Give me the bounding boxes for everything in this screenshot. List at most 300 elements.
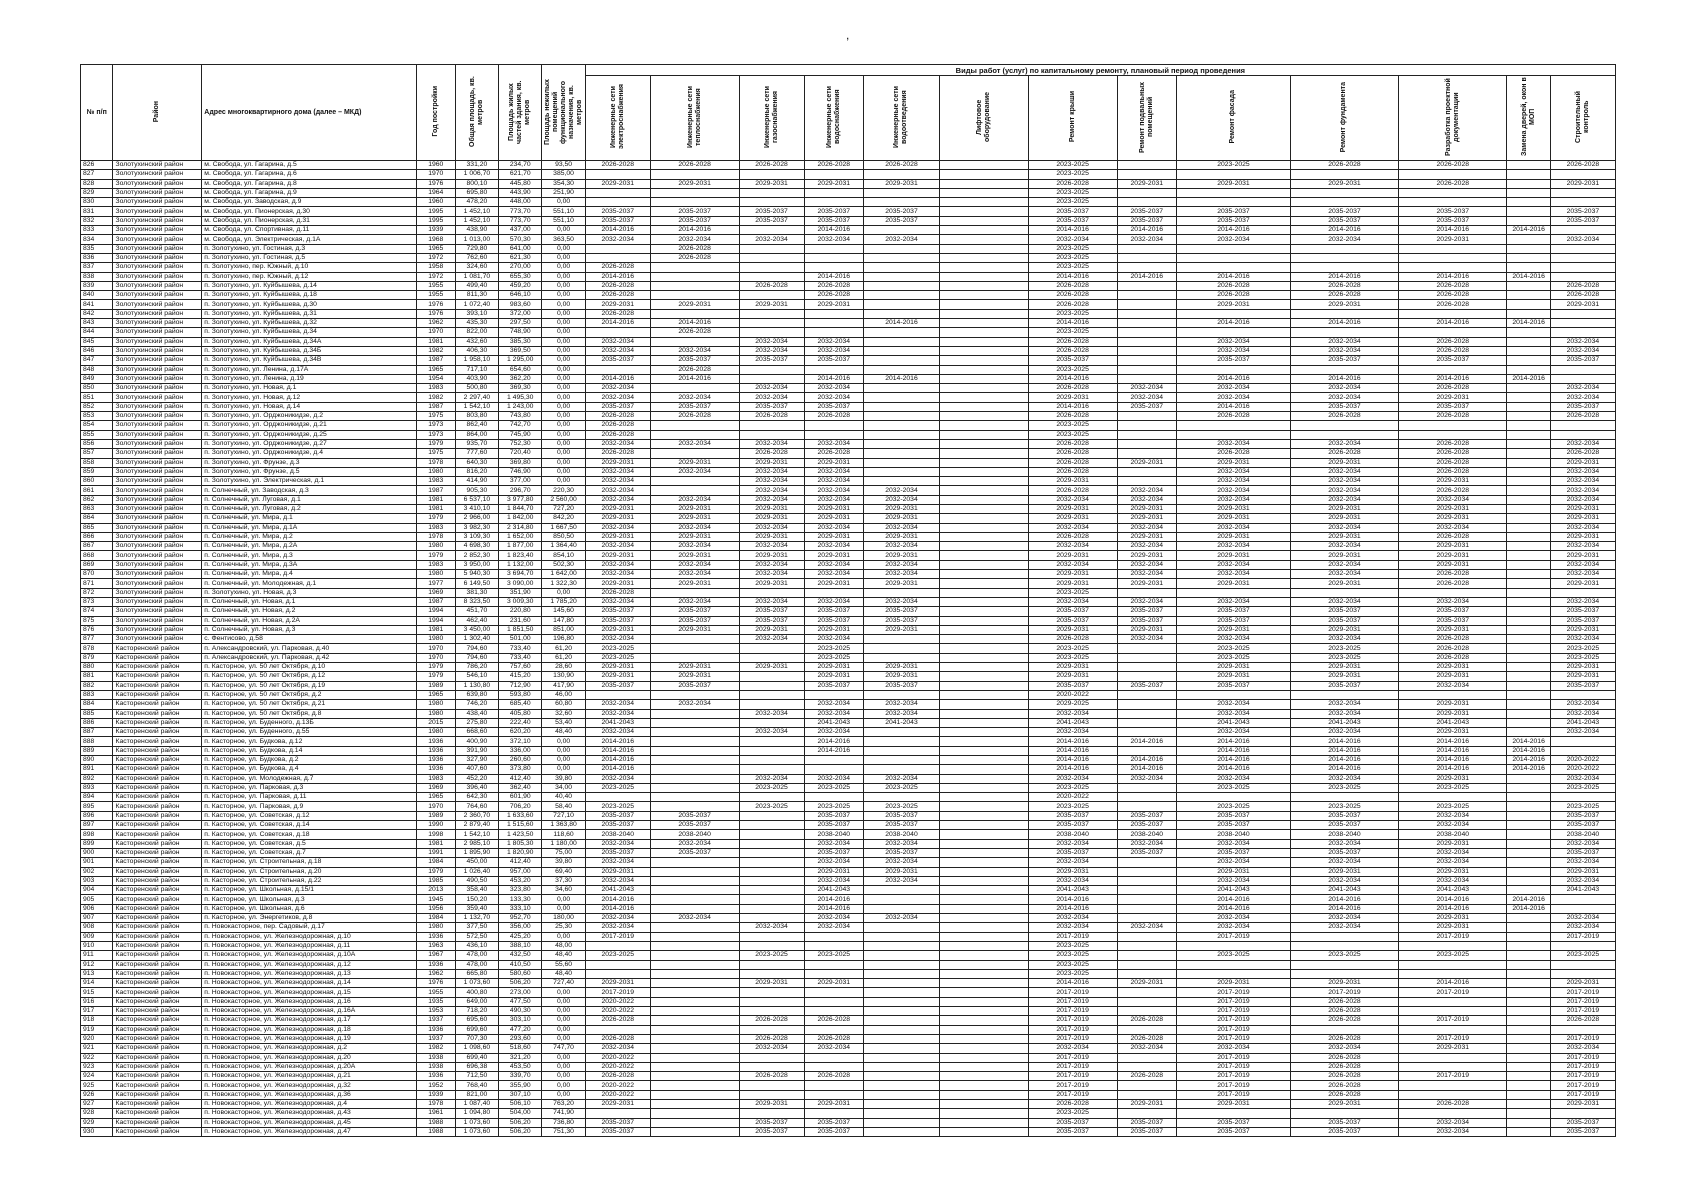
period-cell bbox=[1507, 979, 1550, 988]
address-cell: п. Новокасторное, ул. Железнодорожная, д.45 bbox=[202, 1118, 416, 1127]
living-area-cell: 477,20 bbox=[499, 1025, 542, 1034]
address-cell: п. Касторное, ул. Советская, д.14 bbox=[202, 821, 416, 830]
period-cell: 2029-2031 bbox=[1177, 514, 1291, 523]
district-cell: Золотухинский район bbox=[113, 616, 202, 625]
period-cell: 2014-2016 bbox=[1177, 756, 1291, 765]
living-area-cell: 621,30 bbox=[499, 253, 542, 262]
period-cell bbox=[1507, 960, 1550, 969]
total-area-cell: 6 537,10 bbox=[455, 495, 498, 504]
num-cell: 884 bbox=[81, 700, 113, 709]
period-cell: 2014-2016 bbox=[1399, 904, 1507, 913]
period-cell: 2026-2028 bbox=[1399, 635, 1507, 644]
address-cell: п. Новокасторное, ул. Железнодорожная, д.36 bbox=[202, 1090, 416, 1099]
period-cell bbox=[864, 1044, 940, 1053]
num-cell: 905 bbox=[81, 895, 113, 904]
period-cell: 2029-2031 bbox=[804, 179, 864, 188]
period-cell bbox=[1399, 430, 1507, 439]
period-cell bbox=[939, 988, 1028, 997]
period-cell: 2014-2016 bbox=[1507, 319, 1550, 328]
period-cell bbox=[1117, 188, 1177, 197]
period-cell: 2017-2019 bbox=[1028, 932, 1117, 941]
period-cell bbox=[1507, 188, 1550, 197]
address-cell: п. Золотухино, ул. Куйбышева, д.34А bbox=[202, 337, 416, 346]
period-cell bbox=[1117, 951, 1177, 960]
period-cell: 2026-2028 bbox=[1550, 412, 1615, 421]
period-cell: 2014-2016 bbox=[1399, 272, 1507, 281]
period-cell bbox=[1290, 328, 1398, 337]
table-row bbox=[81, 439, 1616, 448]
total-area-cell: 811,30 bbox=[455, 291, 498, 300]
district-cell: Касторенский район bbox=[113, 1034, 202, 1043]
period-cell: 2014-2016 bbox=[1028, 737, 1117, 746]
total-area-cell: 478,00 bbox=[455, 960, 498, 969]
living-area-cell: 333,10 bbox=[499, 904, 542, 913]
period-cell: 2026-2028 bbox=[1028, 281, 1117, 290]
year-cell: 1998 bbox=[416, 830, 455, 839]
period-cell: 2032-2034 bbox=[1177, 495, 1291, 504]
table-row bbox=[81, 811, 1616, 820]
period-cell: 2032-2034 bbox=[804, 914, 864, 923]
period-cell: 2035-2037 bbox=[1028, 681, 1117, 690]
period-cell: 2035-2037 bbox=[804, 821, 864, 830]
period-cell bbox=[1550, 737, 1615, 746]
total-area-cell: 450,00 bbox=[455, 858, 498, 867]
total-area-cell: 3 109,30 bbox=[455, 532, 498, 541]
period-cell: 2032-2034 bbox=[1177, 876, 1291, 885]
period-cell: 2032-2034 bbox=[739, 235, 804, 244]
period-cell: 2032-2034 bbox=[1399, 681, 1507, 690]
year-cell: 1960 bbox=[416, 161, 455, 170]
period-cell: 2023-2025 bbox=[1177, 802, 1291, 811]
period-cell: 2029-2031 bbox=[1177, 504, 1291, 513]
living-area-cell: 757,60 bbox=[499, 663, 542, 672]
period-cell bbox=[864, 263, 940, 272]
living-area-cell: 1 805,30 bbox=[499, 839, 542, 848]
district-cell: Касторенский район bbox=[113, 681, 202, 690]
nonliving-area-cell: 1 667,50 bbox=[542, 523, 585, 532]
nonliving-area-cell: 0,00 bbox=[542, 1016, 585, 1025]
total-area-cell: 2 879,40 bbox=[455, 821, 498, 830]
period-cell: 2029-2031 bbox=[864, 625, 940, 634]
period-cell bbox=[939, 412, 1028, 421]
period-cell: 2035-2037 bbox=[1550, 681, 1615, 690]
period-cell: 2032-2034 bbox=[585, 393, 650, 402]
period-cell bbox=[939, 895, 1028, 904]
living-area-cell: 1 823,40 bbox=[499, 551, 542, 560]
num-cell: 887 bbox=[81, 728, 113, 737]
period-cell: 2029-2031 bbox=[1117, 979, 1177, 988]
num-cell: 829 bbox=[81, 188, 113, 197]
nonliving-area-cell: 736,80 bbox=[542, 1118, 585, 1127]
table-row bbox=[81, 607, 1616, 616]
address-cell: п. Касторное, ул. Молодежная, д.7 bbox=[202, 774, 416, 783]
period-cell: 2032-2034 bbox=[1550, 439, 1615, 448]
period-cell: 2035-2037 bbox=[1399, 207, 1507, 216]
nonliving-area-cell: 502,30 bbox=[542, 560, 585, 569]
living-area-cell: 641,00 bbox=[499, 244, 542, 253]
period-cell bbox=[585, 170, 650, 179]
num-cell: 831 bbox=[81, 207, 113, 216]
period-cell: 2029-2031 bbox=[1177, 179, 1291, 188]
period-cell: 2035-2037 bbox=[864, 848, 940, 857]
period-cell bbox=[804, 997, 864, 1006]
table-row bbox=[81, 895, 1616, 904]
nonliving-area-cell: 727,40 bbox=[542, 979, 585, 988]
period-cell bbox=[1117, 291, 1177, 300]
period-cell bbox=[1399, 588, 1507, 597]
period-cell: 2032-2034 bbox=[1117, 774, 1177, 783]
table-row bbox=[81, 542, 1616, 551]
num-cell: 880 bbox=[81, 663, 113, 672]
period-cell bbox=[650, 309, 739, 318]
living-area-cell: 593,80 bbox=[499, 690, 542, 699]
district-cell: Касторенский район bbox=[113, 969, 202, 978]
nonliving-area-cell: 2 560,00 bbox=[542, 495, 585, 504]
period-cell bbox=[1507, 709, 1550, 718]
period-cell: 2032-2034 bbox=[1290, 235, 1398, 244]
num-cell: 906 bbox=[81, 904, 113, 913]
total-area-cell: 452,20 bbox=[455, 774, 498, 783]
year-cell: 1984 bbox=[416, 914, 455, 923]
period-cell bbox=[650, 1109, 739, 1118]
living-area-cell: 234,70 bbox=[499, 161, 542, 170]
year-cell: 1968 bbox=[416, 235, 455, 244]
period-cell: 2032-2034 bbox=[1550, 542, 1615, 551]
num-cell: 910 bbox=[81, 941, 113, 950]
total-area-cell: 1 073,60 bbox=[455, 1118, 498, 1127]
period-cell: 2032-2034 bbox=[1550, 235, 1615, 244]
period-cell: 2029-2031 bbox=[1028, 579, 1117, 588]
address-cell: п. Золотухино, ул. Куйбышева, д.31 bbox=[202, 309, 416, 318]
period-cell: 2035-2037 bbox=[650, 848, 739, 857]
period-cell: 2035-2037 bbox=[1399, 607, 1507, 616]
period-cell: 2032-2034 bbox=[585, 635, 650, 644]
period-cell: 2032-2034 bbox=[1399, 811, 1507, 820]
total-area-cell: 862,40 bbox=[455, 421, 498, 430]
living-area-cell: 1 820,90 bbox=[499, 848, 542, 857]
period-cell: 2029-2031 bbox=[864, 579, 940, 588]
living-area-cell: 231,60 bbox=[499, 616, 542, 625]
period-cell: 2032-2034 bbox=[1290, 570, 1398, 579]
nonliving-area-cell: 741,90 bbox=[542, 1109, 585, 1118]
living-area-cell: 506,20 bbox=[499, 979, 542, 988]
period-cell: 2032-2034 bbox=[804, 542, 864, 551]
living-area-cell: 685,40 bbox=[499, 700, 542, 709]
period-cell: 2041-2043 bbox=[1399, 886, 1507, 895]
period-cell: 2017-2019 bbox=[1550, 997, 1615, 1006]
period-cell bbox=[585, 188, 650, 197]
nonliving-area-cell: 0,00 bbox=[542, 412, 585, 421]
period-cell: 2032-2034 bbox=[804, 393, 864, 402]
period-cell: 2026-2028 bbox=[804, 281, 864, 290]
period-cell bbox=[1550, 272, 1615, 281]
period-cell bbox=[939, 709, 1028, 718]
period-cell bbox=[1507, 1127, 1550, 1136]
address-cell: м. Свобода, ул. Гагарина, д.9 bbox=[202, 188, 416, 197]
period-cell: 2035-2037 bbox=[585, 681, 650, 690]
period-cell: 2029-2031 bbox=[1290, 1099, 1398, 1108]
year-cell: 1964 bbox=[416, 188, 455, 197]
period-cell: 2032-2034 bbox=[804, 486, 864, 495]
period-cell: 2029-2031 bbox=[1399, 235, 1507, 244]
address-cell: п. Касторное, ул. 50 лет Октября, д.10 bbox=[202, 663, 416, 672]
period-cell bbox=[1550, 188, 1615, 197]
period-cell bbox=[1550, 253, 1615, 262]
period-cell: 2038-2040 bbox=[1028, 830, 1117, 839]
period-cell: 2029-2031 bbox=[1399, 504, 1507, 513]
num-cell: 926 bbox=[81, 1090, 113, 1099]
district-cell: Золотухинский район bbox=[113, 384, 202, 393]
nonliving-area-cell: 0,00 bbox=[542, 1034, 585, 1043]
table-row bbox=[81, 746, 1616, 755]
period-cell: 2026-2028 bbox=[1399, 467, 1507, 476]
district-cell: Золотухинский район bbox=[113, 319, 202, 328]
period-cell: 2032-2034 bbox=[1290, 700, 1398, 709]
period-cell: 2035-2037 bbox=[1117, 848, 1177, 857]
period-cell: 2026-2028 bbox=[739, 1034, 804, 1043]
period-cell: 2026-2028 bbox=[1399, 532, 1507, 541]
period-cell bbox=[1117, 690, 1177, 699]
nonliving-area-cell: 851,00 bbox=[542, 625, 585, 634]
period-cell bbox=[650, 477, 739, 486]
period-cell: 2026-2028 bbox=[1290, 1090, 1398, 1099]
period-cell: 2038-2040 bbox=[1177, 830, 1291, 839]
period-cell bbox=[939, 1034, 1028, 1043]
period-cell: 2032-2034 bbox=[864, 523, 940, 532]
period-cell: 2026-2028 bbox=[1399, 644, 1507, 653]
table-row bbox=[81, 941, 1616, 950]
period-cell bbox=[1507, 867, 1550, 876]
period-cell: 2035-2037 bbox=[1550, 216, 1615, 225]
period-cell: 2032-2034 bbox=[864, 709, 940, 718]
period-cell: 2032-2034 bbox=[1117, 495, 1177, 504]
period-cell: 2035-2037 bbox=[1550, 402, 1615, 411]
address-cell: п. Золотухино, ул. Орджоникидзе, д.21 bbox=[202, 421, 416, 430]
period-cell: 2032-2034 bbox=[1177, 542, 1291, 551]
period-cell: 2032-2034 bbox=[1028, 923, 1117, 932]
district-cell: Золотухинский район bbox=[113, 412, 202, 421]
period-cell bbox=[1507, 821, 1550, 830]
period-cell: 2026-2028 bbox=[1290, 291, 1398, 300]
period-cell: 2026-2028 bbox=[864, 161, 940, 170]
period-cell bbox=[1117, 969, 1177, 978]
period-cell: 2032-2034 bbox=[1399, 495, 1507, 504]
period-cell: 2032-2034 bbox=[804, 858, 864, 867]
period-cell: 2029-2031 bbox=[1399, 514, 1507, 523]
period-cell: 2023-2025 bbox=[1028, 960, 1117, 969]
period-cell: 2026-2028 bbox=[1290, 1053, 1398, 1062]
living-area-cell: 743,80 bbox=[499, 412, 542, 421]
period-cell: 2014-2016 bbox=[585, 374, 650, 383]
living-area-cell: 1 495,30 bbox=[499, 393, 542, 402]
period-cell: 2026-2028 bbox=[739, 1072, 804, 1081]
period-cell: 2029-2031 bbox=[1550, 504, 1615, 513]
period-cell: 2035-2037 bbox=[804, 607, 864, 616]
address-cell: п. Касторное, ул. Школьная, д.6 bbox=[202, 904, 416, 913]
period-cell: 2023-2025 bbox=[1028, 969, 1117, 978]
period-cell: 2035-2037 bbox=[650, 402, 739, 411]
period-cell bbox=[1117, 467, 1177, 476]
period-cell: 2035-2037 bbox=[1177, 848, 1291, 857]
num-cell: 917 bbox=[81, 1007, 113, 1016]
period-cell: 2032-2034 bbox=[864, 560, 940, 569]
year-cell: 1973 bbox=[416, 421, 455, 430]
period-cell bbox=[1117, 914, 1177, 923]
period-cell: 2032-2034 bbox=[650, 467, 739, 476]
period-cell bbox=[1290, 588, 1398, 597]
year-cell: 1945 bbox=[416, 895, 455, 904]
period-cell bbox=[804, 1025, 864, 1034]
period-cell bbox=[1117, 588, 1177, 597]
period-cell: 2041-2043 bbox=[1177, 718, 1291, 727]
period-cell bbox=[804, 328, 864, 337]
period-cell: 2038-2040 bbox=[804, 830, 864, 839]
living-area-cell: 453,50 bbox=[499, 1062, 542, 1071]
period-cell: 2041-2043 bbox=[1399, 718, 1507, 727]
total-area-cell: 1 094,80 bbox=[455, 1109, 498, 1118]
period-cell: 2032-2034 bbox=[650, 235, 739, 244]
period-cell bbox=[585, 941, 650, 950]
period-cell: 2038-2040 bbox=[1399, 830, 1507, 839]
period-cell bbox=[864, 904, 940, 913]
district-cell: Золотухинский район bbox=[113, 439, 202, 448]
period-cell: 2029-2031 bbox=[1550, 1099, 1615, 1108]
period-cell: 2032-2034 bbox=[804, 728, 864, 737]
period-cell bbox=[650, 1118, 739, 1127]
total-area-cell: 768,40 bbox=[455, 1081, 498, 1090]
num-cell: 891 bbox=[81, 765, 113, 774]
period-cell: 2029-2031 bbox=[864, 514, 940, 523]
period-cell: 2032-2034 bbox=[1177, 858, 1291, 867]
period-cell: 2020-2022 bbox=[1028, 793, 1117, 802]
total-area-cell: 699,40 bbox=[455, 1053, 498, 1062]
period-cell: 2014-2016 bbox=[1290, 746, 1398, 755]
total-area-cell: 406,30 bbox=[455, 346, 498, 355]
period-cell bbox=[1507, 839, 1550, 848]
period-cell: 2035-2037 bbox=[739, 1118, 804, 1127]
period-cell: 2035-2037 bbox=[1117, 616, 1177, 625]
period-cell: 2026-2028 bbox=[585, 291, 650, 300]
col-work: Ремонт крыши bbox=[1028, 76, 1117, 161]
num-cell: 894 bbox=[81, 793, 113, 802]
district-cell: Касторенский район bbox=[113, 914, 202, 923]
address-cell: п. Золотухино, ул. Куйбышева, д.14 bbox=[202, 281, 416, 290]
year-cell: 1981 bbox=[416, 839, 455, 848]
period-cell: 2032-2034 bbox=[1290, 923, 1398, 932]
total-area-cell: 668,60 bbox=[455, 728, 498, 737]
period-cell bbox=[650, 858, 739, 867]
period-cell bbox=[1507, 644, 1550, 653]
period-cell: 2032-2034 bbox=[1117, 393, 1177, 402]
district-cell: Золотухинский район bbox=[113, 504, 202, 513]
period-cell bbox=[1399, 1007, 1507, 1016]
period-cell: 2017-2019 bbox=[1550, 1007, 1615, 1016]
period-cell bbox=[1507, 161, 1550, 170]
table-row bbox=[81, 235, 1616, 244]
year-cell: 1975 bbox=[416, 412, 455, 421]
period-cell bbox=[1117, 346, 1177, 355]
period-cell: 2023-2025 bbox=[1550, 653, 1615, 662]
period-cell bbox=[1117, 728, 1177, 737]
period-cell: 2032-2034 bbox=[585, 858, 650, 867]
period-cell: 2026-2028 bbox=[1117, 1034, 1177, 1043]
period-cell bbox=[1507, 328, 1550, 337]
num-cell: 920 bbox=[81, 1034, 113, 1043]
period-cell: 2023-2025 bbox=[1028, 365, 1117, 374]
period-cell: 2017-2019 bbox=[1399, 1034, 1507, 1043]
district-cell: Касторенский район bbox=[113, 1007, 202, 1016]
total-area-cell: 331,20 bbox=[455, 161, 498, 170]
period-cell: 2026-2028 bbox=[650, 412, 739, 421]
nonliving-area-cell: 53,40 bbox=[542, 718, 585, 727]
year-cell: 1962 bbox=[416, 319, 455, 328]
num-cell: 899 bbox=[81, 839, 113, 848]
period-cell: 2014-2016 bbox=[585, 272, 650, 281]
num-cell: 925 bbox=[81, 1081, 113, 1090]
year-cell: 1989 bbox=[416, 811, 455, 820]
period-cell bbox=[1507, 1081, 1550, 1090]
table-row bbox=[81, 179, 1616, 188]
address-cell: п. Касторное, ул. Советская, д.7 bbox=[202, 848, 416, 857]
period-cell: 2026-2028 bbox=[1177, 412, 1291, 421]
total-area-cell: 438,40 bbox=[455, 709, 498, 718]
nonliving-area-cell: 0,00 bbox=[542, 421, 585, 430]
period-cell bbox=[939, 718, 1028, 727]
table-row bbox=[81, 309, 1616, 318]
num-cell: 904 bbox=[81, 886, 113, 895]
table-row bbox=[81, 449, 1616, 458]
living-area-cell: 445,80 bbox=[499, 179, 542, 188]
period-cell bbox=[1507, 886, 1550, 895]
period-cell: 2032-2034 bbox=[585, 728, 650, 737]
table-row bbox=[81, 412, 1616, 421]
district-cell: Золотухинский район bbox=[113, 216, 202, 225]
period-cell: 2026-2028 bbox=[1028, 384, 1117, 393]
num-cell: 863 bbox=[81, 504, 113, 513]
period-cell bbox=[1290, 309, 1398, 318]
period-cell bbox=[739, 644, 804, 653]
period-cell: 2023-2025 bbox=[1028, 802, 1117, 811]
period-cell bbox=[1507, 1044, 1550, 1053]
period-cell: 2026-2028 bbox=[1290, 1007, 1398, 1016]
period-cell: 2032-2034 bbox=[1550, 914, 1615, 923]
num-cell: 915 bbox=[81, 988, 113, 997]
living-area-cell: 720,40 bbox=[499, 449, 542, 458]
year-cell: 1970 bbox=[416, 644, 455, 653]
total-area-cell: 1 026,40 bbox=[455, 867, 498, 876]
period-cell: 2014-2016 bbox=[1290, 737, 1398, 746]
period-cell: 2032-2034 bbox=[739, 774, 804, 783]
address-cell: п. Новокасторное, ул. Железнодорожная, д.17 bbox=[202, 1016, 416, 1025]
period-cell: 2035-2037 bbox=[864, 821, 940, 830]
total-area-cell: 762,60 bbox=[455, 253, 498, 262]
period-cell: 2026-2028 bbox=[1550, 1016, 1615, 1025]
period-cell: 2029-2031 bbox=[585, 867, 650, 876]
period-cell bbox=[864, 886, 940, 895]
period-cell: 2014-2016 bbox=[864, 374, 940, 383]
period-cell: 2029-2031 bbox=[1399, 700, 1507, 709]
period-cell: 2029-2031 bbox=[585, 532, 650, 541]
address-cell: п. Золотухино, ул. Куйбышева, д.32 bbox=[202, 319, 416, 328]
address-cell: п. Новокасторное, ул. Железнодорожная, д.32 bbox=[202, 1081, 416, 1090]
period-cell: 2035-2037 bbox=[1550, 607, 1615, 616]
year-cell: 1939 bbox=[416, 226, 455, 235]
period-cell bbox=[804, 1007, 864, 1016]
period-cell: 2014-2016 bbox=[1507, 374, 1550, 383]
table-row bbox=[81, 579, 1616, 588]
period-cell bbox=[650, 281, 739, 290]
num-cell: 909 bbox=[81, 932, 113, 941]
